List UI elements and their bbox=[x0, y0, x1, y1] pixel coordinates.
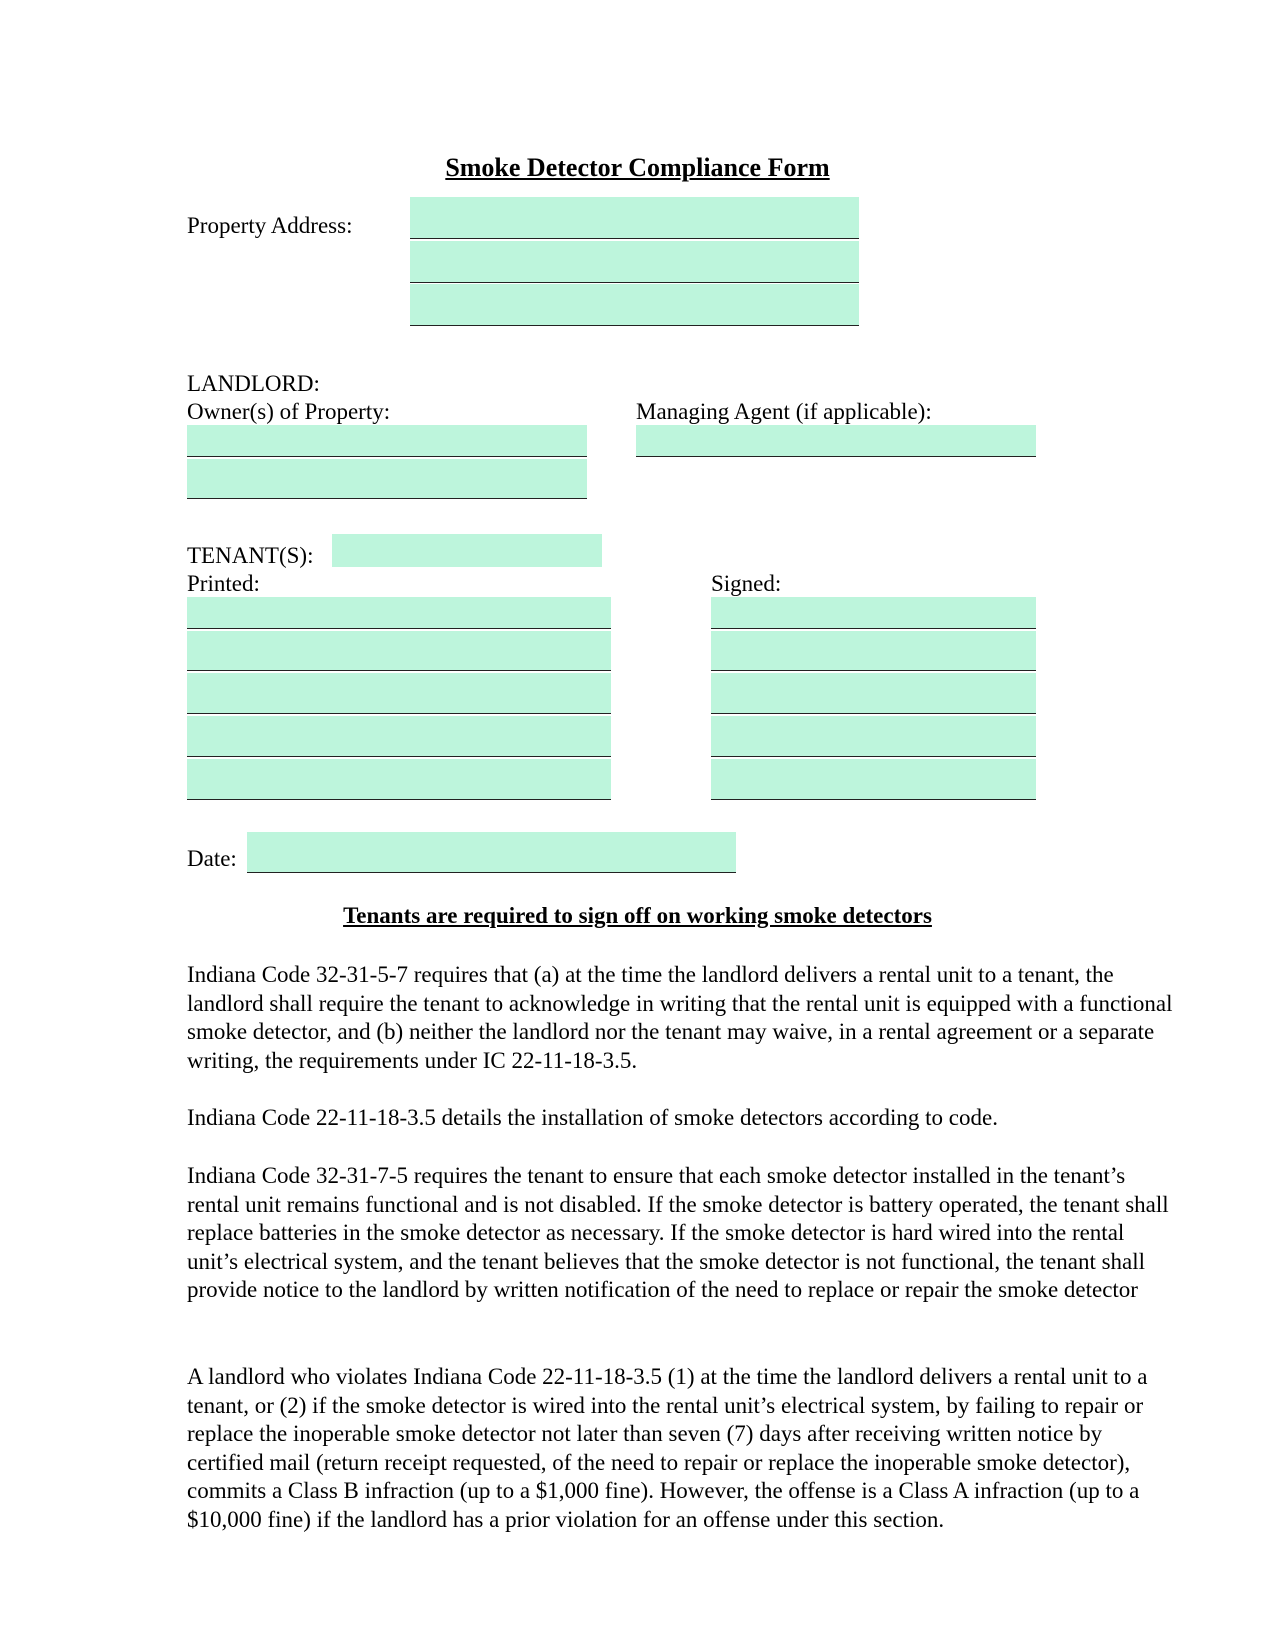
managing-agent-field[interactable] bbox=[636, 425, 1036, 457]
printed-name-field-3[interactable] bbox=[187, 673, 611, 714]
tenants-label: TENANT(S): bbox=[187, 543, 314, 568]
owner-field-2[interactable] bbox=[187, 459, 587, 499]
paragraph-landlord-violation: A landlord who violates Indiana Code 22-11-18-3.5 (1) at the time the landlord delivers a rental unit to a tenant, or (2) if the smoke detector is wired into the rental unit’s electrical system, by failing to repair or replace the inoperable smoke detector not later than seven (7) days after receiving written notice by certified mail (return receipt requested, of the need to repair or replace the inoperable smoke detector), commits a Class B infraction (up to a $1,000 fine). However, the offense is a Class A infraction (up to a $10,000 fine) if the landlord has a prior violation for an offense under this section. bbox=[187, 1364, 1148, 1532]
owners-label: Owner(s) of Property: bbox=[187, 399, 391, 424]
managing-agent-label: Managing Agent (if applicable): bbox=[636, 399, 932, 424]
printed-name-field-5[interactable] bbox=[187, 759, 611, 800]
signature-field-4[interactable] bbox=[711, 716, 1036, 757]
paragraph-ic-32-31-7-5: Indiana Code 32-31-7-5 requires the tenant to ensure that each smoke detector installed in the tenant’s rental unit remains functional and is not disabled. If the smoke detector is battery operated, the tenant shall replace batteries in the smoke detector as necessary. If the smoke detector is hard wired into the rental unit’s electrical system, and the tenant believes that the smoke detector is not functional, the tenant shall provide notice to the landlord by written notification of the need to replace or repair the smoke detector bbox=[187, 1163, 1169, 1302]
sign-off-heading: Tenants are required to sign off on working smoke detectors bbox=[343, 903, 932, 928]
signature-field-2[interactable] bbox=[711, 631, 1036, 671]
printed-label: Printed: bbox=[187, 571, 260, 596]
signed-label: Signed: bbox=[711, 571, 782, 596]
landlord-label: LANDLORD: bbox=[187, 371, 320, 396]
form-title: Smoke Detector Compliance Form bbox=[445, 153, 830, 182]
tenants-field[interactable] bbox=[332, 534, 602, 567]
property-address-line-1[interactable] bbox=[410, 197, 859, 239]
owner-field-1[interactable] bbox=[187, 425, 587, 457]
signature-field-3[interactable] bbox=[711, 673, 1036, 714]
signature-field-1[interactable] bbox=[711, 597, 1036, 629]
paragraph-ic-32-31-5-7: Indiana Code 32-31-5-7 requires that (a) at the time the landlord delivers a rental unit to a tenant, the landlord shall require the tenant to acknowledge in writing that the rental unit is equipped with a functional smoke detector, and (b) neither the landlord nor the tenant may waive, in a rental agreement or a separate writing, the requirements under IC 22-11-18-3.5. bbox=[187, 962, 1173, 1073]
printed-name-field-2[interactable] bbox=[187, 631, 611, 671]
signature-field-5[interactable] bbox=[711, 759, 1036, 800]
date-label: Date: bbox=[187, 846, 237, 871]
paragraph-ic-22-11-18-3-5: Indiana Code 22-11-18-3.5 details the installation of smoke detectors according to code. bbox=[187, 1105, 998, 1130]
printed-name-field-1[interactable] bbox=[187, 597, 611, 629]
printed-name-field-4[interactable] bbox=[187, 716, 611, 757]
property-address-line-2[interactable] bbox=[410, 241, 859, 283]
date-field[interactable] bbox=[247, 832, 736, 873]
property-address-line-3[interactable] bbox=[410, 284, 859, 326]
property-address-label: Property Address: bbox=[187, 213, 353, 238]
